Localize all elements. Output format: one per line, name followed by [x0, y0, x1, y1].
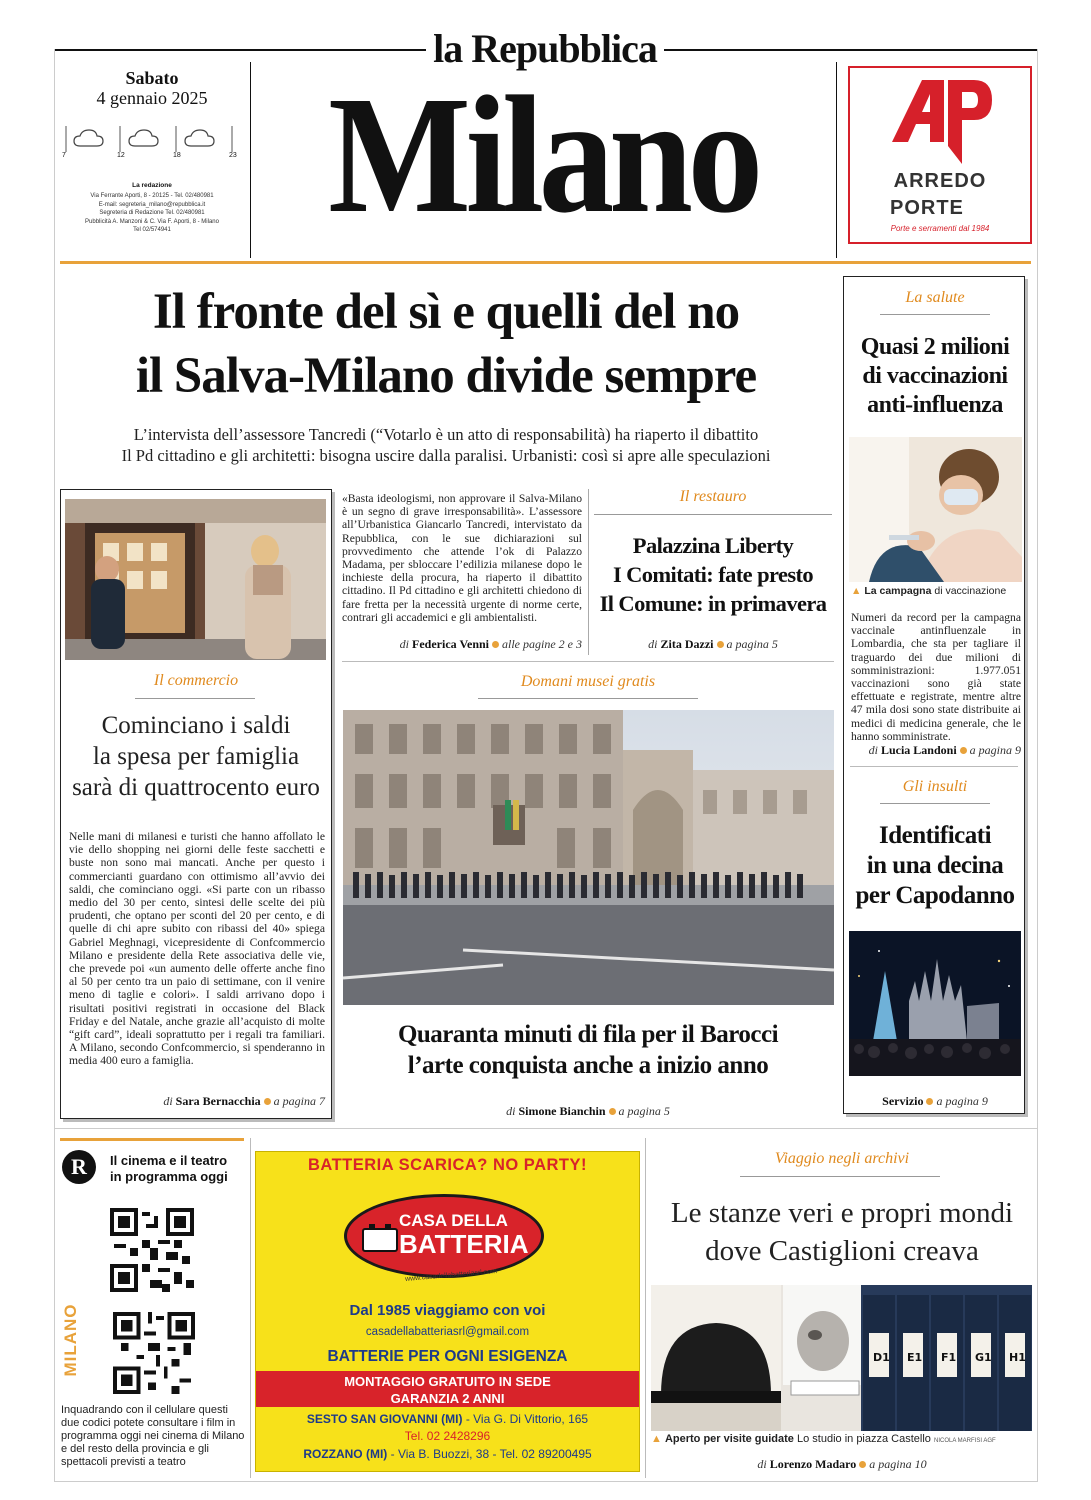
- cinema-title-line-1: Il cinema e il teatro: [110, 1153, 228, 1168]
- archivi-headline-line-2: dove Castiglioni creava: [705, 1235, 979, 1267]
- batteria-logo-line1: CASA DELLA: [399, 1211, 508, 1230]
- batteria-logo-line2: BATTERIA: [399, 1229, 529, 1259]
- weather-strip: [62, 124, 252, 164]
- ad-loc1-addr: - Via G. Di Vittorio, 165: [465, 1412, 589, 1426]
- musei-kicker-rule: [478, 698, 698, 699]
- byline-author: Lucia Landoni: [880, 743, 957, 757]
- archivi-headline-line-1: Le stanze veri e propri mondi: [670, 1197, 1014, 1229]
- binder-label: F1: [941, 1351, 957, 1364]
- vaccination-scene: [849, 437, 1022, 582]
- bullet-dot: [960, 747, 967, 754]
- masthead-divider-right: [836, 62, 837, 258]
- byline-di: di: [648, 637, 658, 651]
- temp-3: 18: [173, 152, 181, 159]
- restauro-headline-line-1: Palazzina Liberty: [632, 533, 794, 558]
- redazione-line: E-mail: segreteria_milano@repubblica.it: [98, 201, 206, 208]
- redazione-line: Segreteria di Redazione Tel. 02/480981: [99, 210, 205, 217]
- byline-page[interactable]: a pagina 7: [273, 1094, 325, 1108]
- qr-code-cinema-svg: [110, 1208, 194, 1292]
- page-frame-left: [54, 49, 55, 1482]
- ad-line-arredo: ARREDO: [893, 170, 987, 192]
- byline-page[interactable]: a pagina 5: [618, 1104, 670, 1118]
- byline-page[interactable]: a pagina 9: [936, 1094, 988, 1108]
- lead-sub-line-1: L’intervista dell’assessore Tancredi (“Votarlo è un atto di responsabilità) ha riaperto il dibattito: [133, 425, 759, 444]
- brand-title: la Repubblica: [433, 26, 657, 71]
- saldi-headline: [62, 710, 330, 803]
- ad-red-line1: MONTAGGIO GRATUITO IN SEDE: [344, 1374, 551, 1389]
- ad-red-band: [256, 1371, 639, 1407]
- byline-page[interactable]: a pagina 9: [969, 743, 1021, 757]
- bullet-dot: [926, 1098, 933, 1105]
- masthead-rule-right: [664, 49, 1038, 51]
- ad-loc1-tel: Tel. 02 2428296: [404, 1429, 491, 1443]
- salute-headline: [845, 333, 1025, 420]
- restauro-kicker: Il restauro: [679, 488, 747, 505]
- cinema-side-label: MILANO: [61, 1303, 80, 1377]
- byline-di: di: [506, 1104, 516, 1118]
- saldi-headline-line-3: sarà di quattrocento euro: [72, 774, 320, 801]
- redazione-line: Via Ferrante Aporti, 8 - 20125 - Tel. 02/480981: [90, 193, 214, 199]
- lead-headline-line-2: il Salva-Milano divide sempre: [135, 348, 757, 404]
- byline-di: di: [399, 637, 410, 651]
- bullet-dot: [492, 641, 499, 648]
- lead-body: «Basta ideologismi, non approvare il Salva-Milano è un segno di grave irresponsabilità». L’assessore all’Urbanistica Giancarlo Tancredi, intervistato da Repubblica, con le sue dichiarazioni sul provvedimento che attende l’ok di Palazzo Madama, per sbloccare l’edilizia milanese dopo le inchieste della procura, ha riaperto il dibattito cittadino. Il Pd cittadino e gli architetti chiedono di fare fretta per la necessità urgente di norme certe, contrari gli accademici e gli ambientalisti.: [342, 492, 582, 624]
- lead-subheadline: [60, 424, 832, 466]
- archivi-byline: [650, 1457, 1034, 1472]
- castiglioni-studio-photo: [651, 1285, 1032, 1431]
- ad-line-porte: PORTE: [890, 197, 964, 219]
- column-divider: [588, 489, 589, 655]
- bottom-section-rule: [54, 1128, 1038, 1129]
- vaccination-caption-bold: La campagna: [864, 585, 932, 597]
- temp-1: 7: [62, 152, 66, 159]
- insulti-headline: [845, 821, 1025, 911]
- insulti-headline-line-2: in una decina: [866, 852, 1004, 879]
- castiglioni-scene: [651, 1285, 1032, 1431]
- date-day: Sabato: [125, 68, 179, 88]
- ad-banner: BATTERIA SCARICA? NO PARTY!: [307, 1156, 587, 1174]
- ad-loc2-city: ROZZANO (MI): [303, 1447, 388, 1461]
- byline-author: Zita Dazzi: [660, 637, 714, 651]
- redazione-line: Pubblicità A. Manzoni & C. Via F. Aporti, 8 - Milano: [85, 218, 219, 225]
- byline-author: Federica Venni: [412, 637, 490, 651]
- vaccination-caption: ▲ La campagna di vaccinazione: [851, 585, 1007, 597]
- salute-kicker: La salute: [905, 289, 965, 306]
- musei-byline: [342, 1104, 834, 1119]
- ad-loc1-city: SESTO SAN GIOVANNI (MI): [306, 1412, 463, 1426]
- bullet-dot: [717, 641, 724, 648]
- duomo-night-photo: [849, 931, 1021, 1076]
- binder-label: H1: [1009, 1351, 1026, 1364]
- byline-di: di: [757, 1457, 767, 1471]
- archivi-headline: [650, 1194, 1034, 1270]
- restauro-headline-line-2: I Comitati: fate presto: [612, 562, 814, 587]
- salute-end-rule: [850, 766, 1018, 767]
- byline-page[interactable]: a pagina 10: [869, 1457, 927, 1471]
- insulti-kicker-rule: [880, 803, 990, 804]
- binder-label: E1: [907, 1351, 923, 1364]
- byline-author: Simone Bianchin: [518, 1104, 606, 1118]
- byline-page[interactable]: a pagina 5: [726, 637, 778, 651]
- bullet-dot: [264, 1098, 271, 1105]
- insulti-headline-line-1: Identificati: [878, 822, 992, 849]
- temp-4: 23: [229, 152, 237, 159]
- ad-since: Dal 1985 viaggiamo con voi: [349, 1302, 546, 1319]
- masthead-divider-left: [250, 62, 251, 258]
- casa-batteria-ad[interactable]: [255, 1151, 640, 1472]
- museum-scene: [343, 710, 834, 1005]
- redazione-title: La redazione: [132, 182, 172, 189]
- salute-kicker-rule: [880, 314, 990, 315]
- cloud-icon: [74, 130, 214, 146]
- saldi-byline: [69, 1094, 325, 1109]
- bullet-dot: [859, 1461, 866, 1468]
- qr-code-teatro-svg: [113, 1312, 195, 1394]
- salute-body: Numeri da record per la campagna vaccinale antinfluenzale in Lombardia, che sta per tagliare il traguardo dei due milioni di somministrazioni: 1.977.051 vaccinazioni sono già state effettuate e registrate, mentre altre 47 mila dosi sono state distribuite ai medici di medicina generale, che le hanno somministrate.: [851, 611, 1021, 743]
- archivi-photo-credit: NICOLA MARFISI AGF: [933, 1438, 996, 1444]
- byline-author: Lorenzo Madaro: [769, 1457, 857, 1471]
- bullet-dot: [609, 1108, 616, 1115]
- restauro-headline: [592, 531, 834, 618]
- ad-loc2-addr: - Via B. Buozzi, 38 - Tel. 02 89200495: [390, 1447, 592, 1461]
- page-frame-bottom: [54, 1481, 1038, 1482]
- saldi-body: Nelle mani di milanesi e turisti che hanno affollato le vie dello shopping nei giorni delle feste sacchetti e buste non sono mai mancati. Anche per questo i commercianti guardano con ottimismo all’avvio dei saldi, che cominciano oggi. «Si parte con un ribasso medio del 30 per cento, sintesi delle scelte dei più prudenti, che optano per sconti del 20 per cento, e di quelle di chi apre subito con ribassi del 40» spiega Gabriel Meghnagi, vicepresidente di Confcommercio Milano e presidente della Rete associativa delle vie, che prevede poi «un aumento delle offerte anche fino al 50 per cento tra un paio di settimane, con il venire meno di taglie e colori». I saldi arrivano dopo i risultati positivi registrati in occasione del Black Friday e del Natale, anche grazie all’acquisto di molte “gift card”, ideali soprattutto per i regali tra familiari. A Milano, secondo Confcommercio, si spenderanno in media 400 euro a famiglia.: [69, 830, 325, 1068]
- binder-label: G1: [975, 1351, 992, 1364]
- archivi-caption: ▲ Aperto per visite guidate Lo studio in piazza Castello NICOLA MARFISI AGF: [651, 1433, 996, 1445]
- ad-red-line2: GARANZIA 2 ANNI: [390, 1391, 505, 1406]
- battery-icon: [361, 1223, 401, 1253]
- shopping-photo: [65, 499, 326, 660]
- restauro-kicker-rule: [594, 514, 832, 515]
- musei-top-rule: [342, 661, 834, 662]
- archivi-caption-bold: Aperto per visite guidate: [664, 1433, 794, 1445]
- musei-headline-line-1: Quaranta minuti di fila per il Barocci: [397, 1021, 779, 1048]
- byline-author: Sara Bernacchia: [175, 1094, 261, 1108]
- vaccination-caption-rest: di vaccinazione: [934, 585, 1007, 597]
- cinema-text: Inquadrando con il cellulare questi due codici potete consultare i film in programma oggi nei cinema di Milano e del resto della provincia e gli spettacoli previsti a teatro: [61, 1404, 245, 1468]
- saldi-kicker: Il commercio: [153, 672, 239, 689]
- restauro-headline-line-3: Il Comune: in primavera: [599, 591, 827, 616]
- archivi-divider: [645, 1138, 646, 1478]
- musei-kicker: Domani musei gratis: [520, 673, 656, 690]
- musei-headline: [342, 1019, 834, 1081]
- ad-location-1: [256, 1412, 639, 1426]
- cinema-divider: [250, 1138, 251, 1478]
- archivi-caption-rest: Lo studio in piazza Castello: [797, 1433, 931, 1445]
- insulti-kicker: Gli insulti: [902, 778, 968, 795]
- saldi-kicker-rule: [135, 698, 255, 699]
- page-frame-right: [1037, 49, 1038, 1482]
- insulti-headline-line-3: per Capodanno: [855, 882, 1015, 909]
- salute-byline: [851, 743, 1021, 758]
- restauro-byline: [592, 637, 834, 652]
- ad-email[interactable]: casadellabatteriasrl@gmail.com: [365, 1326, 530, 1338]
- date-weather-box: [54, 62, 250, 262]
- lead-sub-line-2: Il Pd cittadino e gli architetti: bisogna uscire dalla paralisi. Urbanisti: così si apre alle speculazioni: [121, 446, 771, 465]
- lead-headline-line-1: Il fronte del sì e quelli del no: [152, 284, 740, 340]
- museum-queue-photo: [343, 710, 834, 1005]
- saldi-headline-line-2: la spesa per famiglia: [92, 743, 300, 770]
- salute-headline-line-1: Quasi 2 milioni: [860, 334, 1010, 360]
- redazione-line: Tel 02/574941: [133, 227, 171, 234]
- musei-headline-line-2: l’arte conquista anche a inizio anno: [407, 1052, 769, 1079]
- insulti-byline: [845, 1094, 1025, 1109]
- cinema-title: [110, 1153, 250, 1185]
- ad-tagline: Porte e serramenti dal 1984: [890, 224, 990, 233]
- lead-headline: [60, 280, 832, 408]
- repubblica-r-logo: R: [62, 1150, 96, 1184]
- ap-logo-icon: [888, 76, 996, 168]
- saldi-headline-line-1: Cominciano i saldi: [101, 712, 291, 739]
- qr-code-teatro-icon[interactable]: [113, 1312, 195, 1394]
- cinema-title-line-2: in programma oggi: [110, 1169, 228, 1184]
- masthead-bottom-rule: [60, 261, 1031, 264]
- ad-headline: BATTERIE PER OGNI ESIGENZA: [327, 1348, 568, 1365]
- edition-title: Milano: [328, 62, 758, 248]
- duomo-scene: [849, 931, 1021, 1076]
- temp-2: 12: [117, 152, 125, 159]
- byline-page[interactable]: alle pagine 2 e 3: [502, 637, 582, 651]
- binder-label: D1: [873, 1351, 890, 1364]
- archivi-kicker-rule: [740, 1176, 940, 1177]
- byline-di: di: [868, 743, 878, 757]
- cinema-top-rule: [60, 1138, 244, 1141]
- archivi-kicker: Viaggio negli archivi: [774, 1150, 910, 1167]
- byline-di: di: [163, 1094, 173, 1108]
- arredo-porte-ad[interactable]: [848, 66, 1032, 244]
- byline-author: Servizio: [882, 1094, 924, 1108]
- shopping-scene: [65, 499, 326, 660]
- date-full: 4 gennaio 2025: [96, 88, 208, 108]
- qr-code-cinema-icon[interactable]: [110, 1208, 194, 1292]
- batteria-logo-url: www.casadellabatteriasrl.com: [404, 1267, 498, 1284]
- masthead-rule-left: [54, 49, 426, 51]
- salute-headline-line-3: anti-influenza: [867, 392, 1003, 418]
- salute-headline-line-2: di vaccinazioni: [862, 363, 1008, 389]
- vaccination-photo: [849, 437, 1022, 582]
- redazione-info: [54, 192, 250, 235]
- lead-byline: [342, 637, 582, 652]
- ad-location-2: [256, 1447, 639, 1461]
